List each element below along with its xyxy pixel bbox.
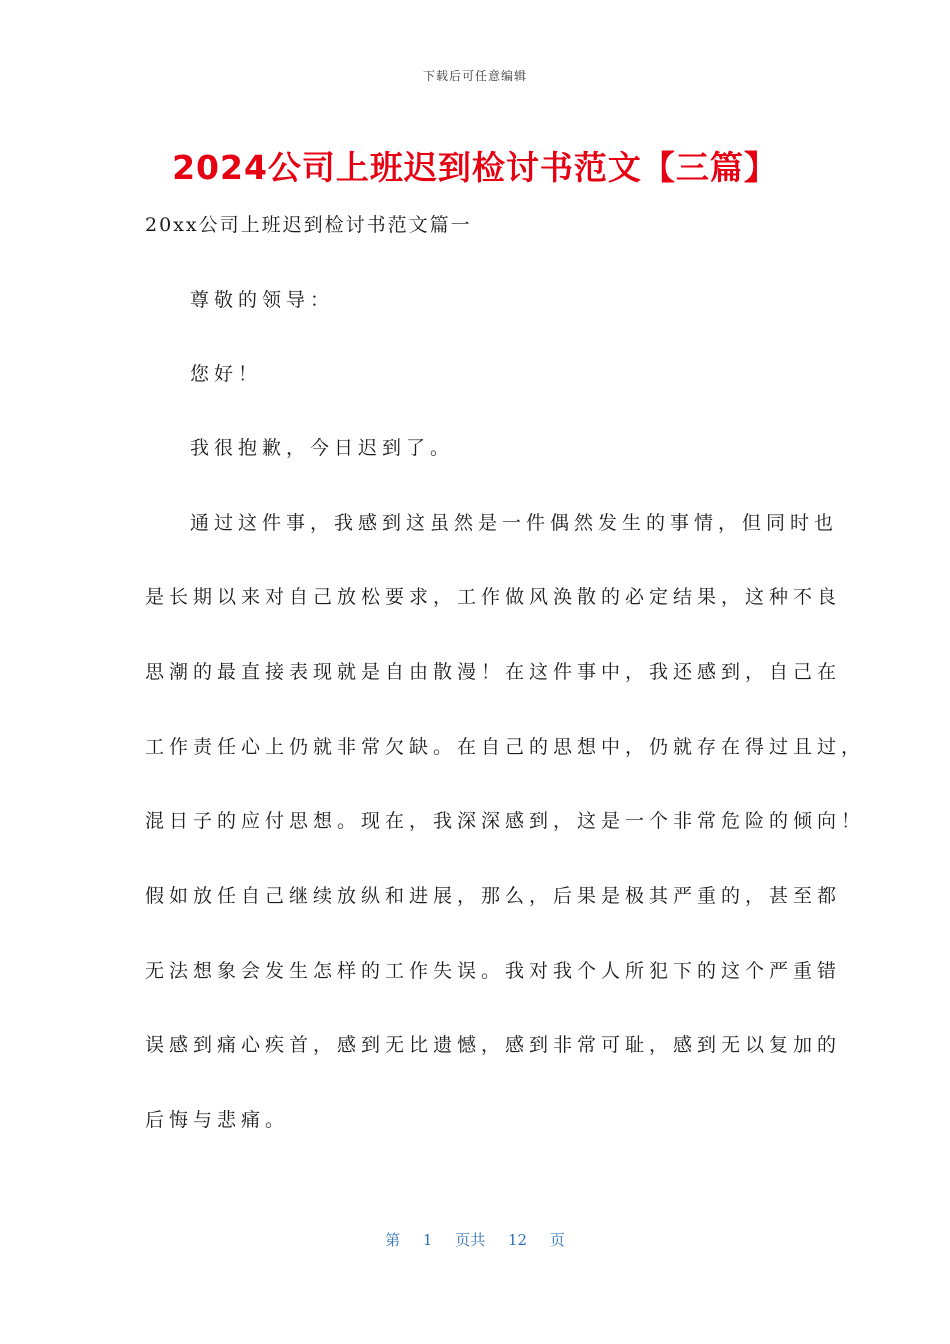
footer-prefix: 第 <box>385 1231 401 1249</box>
body-line: 假如放任自己继续放纵和进展，那么，后果是极其严重的，甚至都 <box>145 885 842 907</box>
footer-middle: 页共 <box>455 1231 486 1249</box>
header-note: 下载后可任意编辑 <box>422 69 527 83</box>
body-line: 误感到痛心疾首，感到无比遗憾，感到非常可耻，感到无以复加的 <box>145 1034 842 1056</box>
body-line: 混日子的应付思想。现在，我深深感到，这是一个非常危险的倾向！ <box>145 810 866 832</box>
body-line: 通过这件事，我感到这虽然是一件偶然发生的事情，但同时也 <box>190 512 839 534</box>
apology-line: 我很抱歉，今日迟到了。 <box>190 437 455 459</box>
section-heading: 20xx公司上班迟到检讨书范文篇一 <box>145 214 472 236</box>
greeting: 您好！ <box>190 363 263 385</box>
page-footer <box>0 1229 950 1250</box>
body-line: 后悔与悲痛。 <box>145 1109 290 1131</box>
body-line: 思潮的最直接表现就是自由散漫！在这件事中，我还感到，自己在 <box>145 661 842 683</box>
salutation: 尊敬的领导： <box>190 289 335 311</box>
footer-suffix: 页 <box>549 1231 565 1249</box>
body-line: 是长期以来对自己放松要求，工作做风涣散的必定结果，这种不良 <box>145 586 842 608</box>
body-line: 无法想象会发生怎样的工作失误。我对我个人所犯下的这个严重错 <box>145 960 842 982</box>
document-title: 2024公司上班迟到检讨书范文【三篇】 <box>172 148 778 187</box>
footer-total-pages: 12 <box>508 1231 528 1249</box>
footer-page-number: 1 <box>422 1231 433 1249</box>
body-line: 工作责任心上仍就非常欠缺。在自己的思想中，仍就存在得过且过， <box>145 736 866 758</box>
